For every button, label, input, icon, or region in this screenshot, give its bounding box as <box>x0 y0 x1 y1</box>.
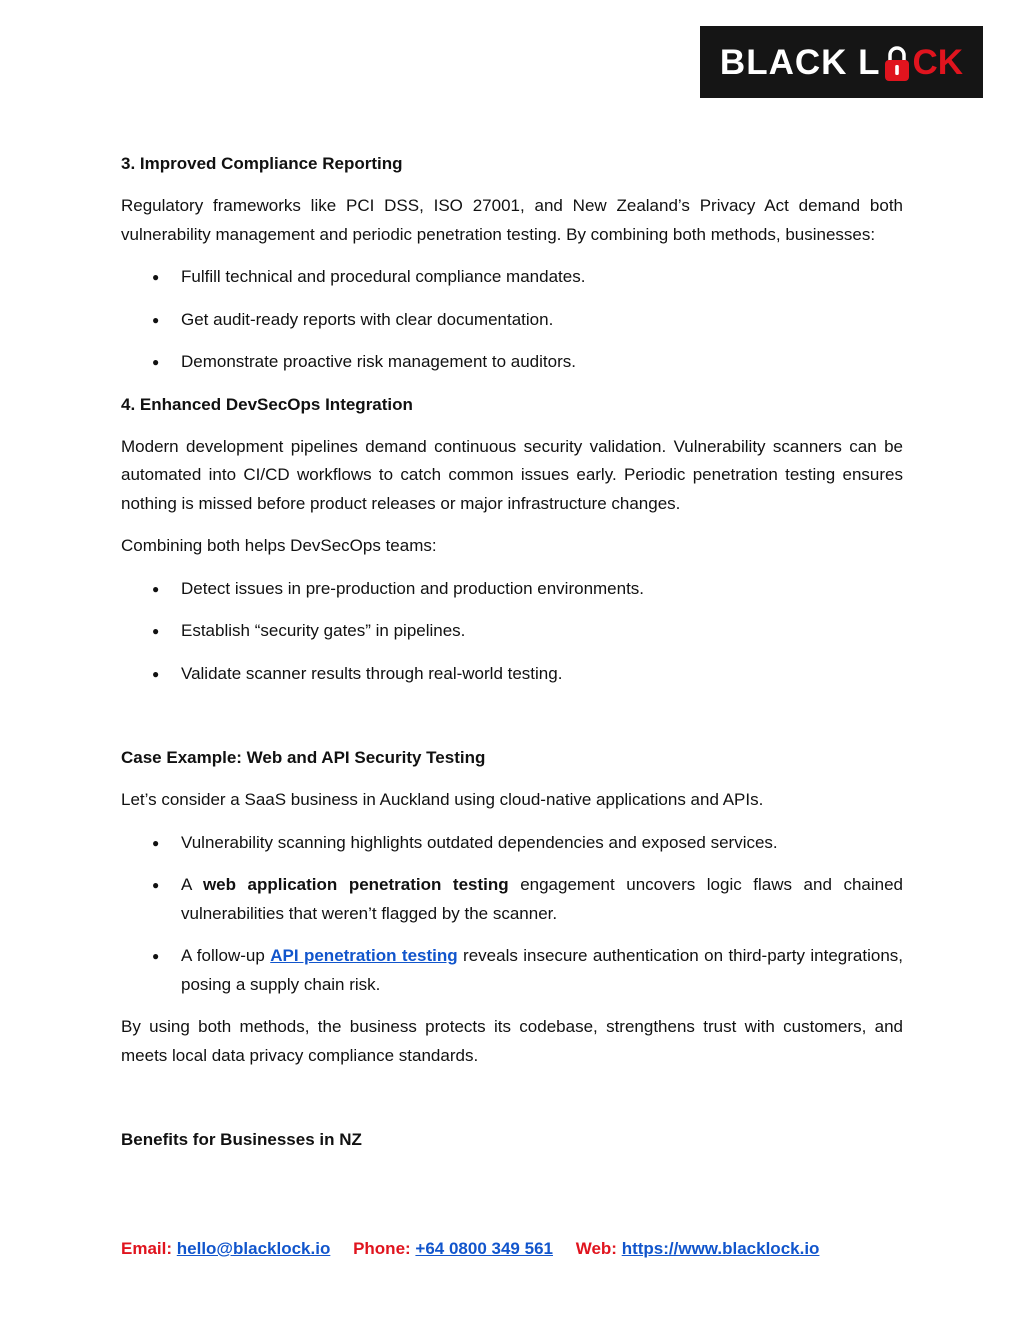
bullet-icon: ● <box>152 624 160 638</box>
case-list <box>121 829 903 1000</box>
list-item-text: Detect issues in pre-production and production environments. <box>181 578 645 598</box>
list-item <box>121 348 903 377</box>
list-item <box>121 306 903 335</box>
contact-footer <box>121 1236 921 1262</box>
bullet-icon: ● <box>152 355 160 369</box>
list-item-text: Get audit-ready reports with clear documentation. <box>181 309 554 329</box>
list-item <box>121 871 903 928</box>
list-item-text: Validate scanner results through real-world testing. <box>181 663 563 683</box>
list-item <box>121 660 903 689</box>
logo-text: BLACK L <box>719 42 881 82</box>
section3-intro: Regulatory frameworks like PCI DSS, ISO 27001, and New Zealand’s Privacy Act demand both vulnerability management and periodic penetration testing. By combining both methods, businesses: <box>121 196 903 244</box>
emphasis-text: web application penetration testing <box>202 875 509 894</box>
api-testing-link[interactable]: API penetration testing <box>270 946 458 965</box>
benefits-heading: Benefits for Businesses in NZ <box>121 1130 362 1149</box>
section4-heading: 4. Enhanced DevSecOps Integration <box>121 394 413 414</box>
padlock-icon <box>882 44 912 84</box>
list-item-text: A follow-up <box>181 946 271 965</box>
list-item <box>121 829 903 858</box>
list-item-text: reveals insecure authentication on third-party integrations, posing a supply chain risk. <box>181 946 903 994</box>
phone-label: Phone: <box>353 1239 411 1258</box>
bullet-icon: ● <box>152 835 160 850</box>
web-label: Web: <box>575 1239 617 1258</box>
bullet-icon: ● <box>152 878 160 892</box>
email-label: Email: <box>121 1239 173 1258</box>
logo-text-accent: CK <box>912 42 964 82</box>
case-conclusion: By using both methods, the business protects its codebase, strengthens trust with customers, and meets local data privacy compliance standards. <box>121 1017 903 1065</box>
list-item-text: Establish “security gates” in pipelines. <box>181 621 466 640</box>
list-item <box>121 263 903 292</box>
list-item <box>121 942 903 999</box>
document-body <box>121 150 903 1154</box>
section3-list <box>121 263 903 377</box>
bullet-icon: ● <box>152 666 160 681</box>
email-link[interactable]: hello@blacklock.io <box>176 1239 331 1258</box>
bullet-icon: ● <box>152 949 160 963</box>
phone-link[interactable]: +64 0800 349 561 <box>415 1239 553 1258</box>
section4-list <box>121 575 903 689</box>
case-intro: Let’s consider a SaaS business in Auckland using cloud-native applications and APIs. <box>121 790 764 809</box>
bullet-icon: ● <box>152 581 160 596</box>
list-item <box>121 617 903 646</box>
list-item-text: Demonstrate proactive risk management to auditors. <box>181 352 576 371</box>
section4-intro: Modern development pipelines demand continuous security validation. Vulnerability scanners can be automated into CI/CD workflows to catch common issues early. Periodic penetration testing ensures nothing is missed before product releases or major infrastructure changes. <box>121 436 903 513</box>
bullet-icon: ● <box>152 312 160 327</box>
brand-logo <box>700 26 983 98</box>
list-item <box>121 575 903 604</box>
list-item-text: engagement uncovers logic flaws and chained vulnerabilities that weren’t flagged by the scanner. <box>181 875 904 923</box>
section3-heading: 3. Improved Compliance Reporting <box>121 154 403 173</box>
bullet-icon: ● <box>152 270 160 284</box>
list-item-text: Fulfill technical and procedural compliance mandates. <box>181 267 586 286</box>
case-heading: Case Example: Web and API Security Testing <box>121 748 486 767</box>
list-item-text: A <box>181 875 203 894</box>
section4-lead: Combining both helps DevSecOps teams: <box>121 536 437 555</box>
web-link[interactable]: https://www.blacklock.io <box>621 1239 820 1258</box>
list-item-text: Vulnerability scanning highlights outdated dependencies and exposed services. <box>181 832 778 852</box>
